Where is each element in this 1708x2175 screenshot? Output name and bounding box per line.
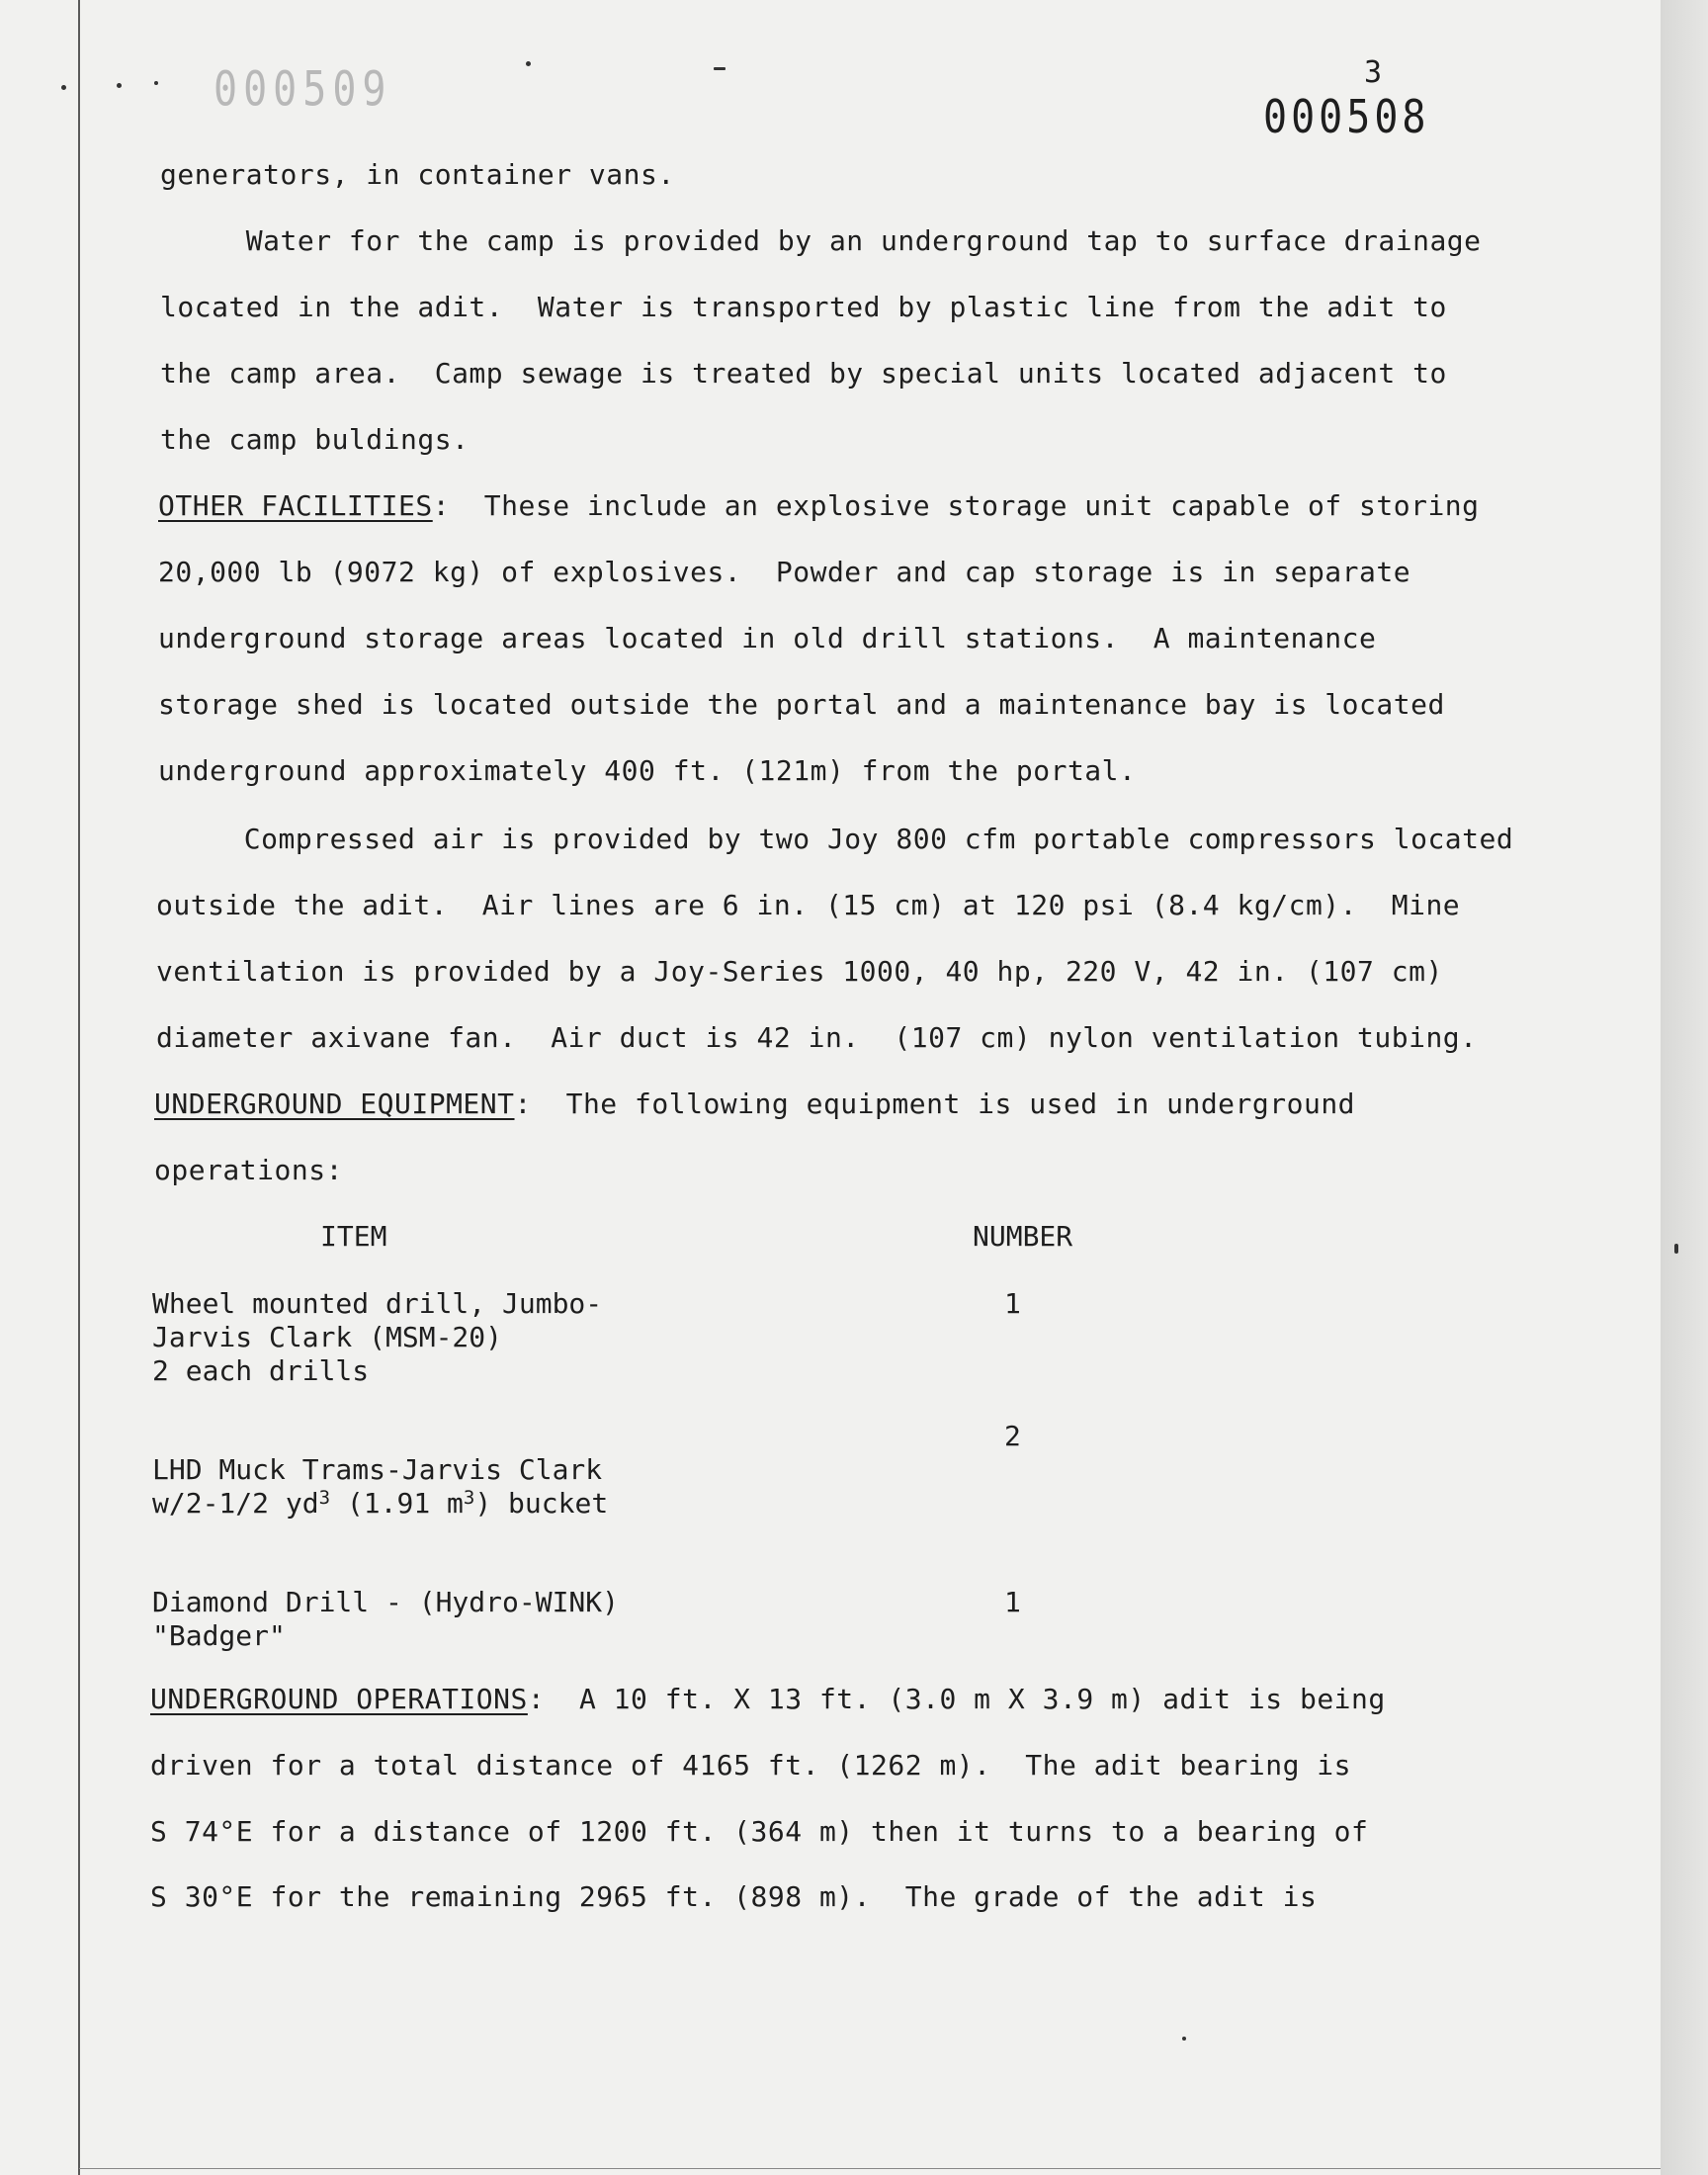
equipment-item <box>152 1586 619 1653</box>
paragraph-line: 20,000 lb (9072 kg) of explosives. Powder and cap storage is in separate <box>158 556 1411 588</box>
equipment-item-line: Jarvis Clark (MSM-20) <box>152 1321 503 1353</box>
paragraph-line: the camp buldings. <box>160 423 470 456</box>
section-heading-underground-equipment: UNDERGROUND EQUIPMENT <box>154 1088 515 1120</box>
underground-operations-line <box>150 1683 1386 1716</box>
equipment-item-line: Wheel mounted drill, Jumbo- <box>152 1287 603 1320</box>
equipment-item-line: 2 each drills <box>152 1354 370 1387</box>
equipment-item-line <box>152 1487 608 1521</box>
equipment-number: 1 <box>1004 1287 1021 1320</box>
paragraph-line: driven for a total distance of 4165 ft. (1262 m). The adit bearing is <box>150 1749 1352 1782</box>
paragraph-line: the camp area. Camp sewage is treated by special units located adjacent to <box>160 357 1447 390</box>
paragraph-line: located in the adit. Water is transported by plastic line from the adit to <box>160 291 1447 323</box>
underground-equipment-line <box>154 1088 1355 1121</box>
scan-speck <box>714 67 726 70</box>
equipment-number: 2 <box>1004 1420 1021 1452</box>
equipment-item-line: Diamond Drill - (Hydro-WINK) <box>152 1586 620 1618</box>
paragraph-text: : The following equipment is used in underground <box>514 1088 1356 1120</box>
scan-speck <box>1182 2037 1186 2041</box>
paragraph-line: generators, in container vans. <box>160 158 675 191</box>
paragraph-line: ventilation is provided by a Joy-Series 1000, 40 hp, 220 V, 42 in. (107 cm) <box>156 955 1443 988</box>
paragraph-line: S 74°E for a distance of 1200 ft. (364 m) then it turns to a bearing of <box>150 1815 1369 1848</box>
paragraph-line: underground storage areas located in old drill stations. A maintenance <box>158 622 1377 654</box>
paragraph-line: diameter axivane fan. Air duct is 42 in. (107 cm) nylon ventilation tubing. <box>156 1021 1478 1054</box>
faded-stamp-number: 000509 <box>214 62 392 118</box>
paragraph-line: underground approximately 400 ft. (121m) from the portal. <box>158 754 1137 787</box>
equipment-item-line: "Badger" <box>152 1619 286 1652</box>
paragraph-line: Water for the camp is provided by an underground tap to surface drainage <box>160 224 1482 257</box>
document-id-stamp: 000508 <box>1263 91 1430 144</box>
left-margin-rule <box>78 0 80 2175</box>
paragraph-text: : These include an explosive storage unit capable of storing <box>432 489 1480 522</box>
page-number: 3 <box>1364 55 1383 90</box>
item-text: ) bucket <box>474 1487 609 1520</box>
superscript: 3 <box>318 1487 331 1509</box>
section-heading-other-facilities: OTHER FACILITIES <box>158 489 433 522</box>
equipment-number: 1 <box>1004 1586 1021 1618</box>
paragraph-line: S 30°E for the remaining 2965 ft. (898 m). The grade of the adit is <box>150 1880 1318 1913</box>
paragraph-text: : A 10 ft. X 13 ft. (3.0 m X 3.9 m) adit is being <box>527 1683 1386 1715</box>
bottom-margin-rule <box>79 2168 1661 2169</box>
table-header-item: ITEM <box>320 1220 387 1253</box>
scan-speck <box>1674 1244 1678 1254</box>
item-text: w/2-1/2 yd <box>152 1487 319 1520</box>
equipment-item <box>152 1287 602 1388</box>
paragraph-line: operations: <box>154 1154 343 1186</box>
scan-speck <box>154 81 158 85</box>
section-heading-underground-operations: UNDERGROUND OPERATIONS <box>150 1683 528 1715</box>
right-page-edge <box>1661 0 1708 2175</box>
equipment-item <box>152 1453 608 1521</box>
table-header-number: NUMBER <box>973 1220 1073 1253</box>
paragraph-line: storage shed is located outside the portal and a maintenance bay is located <box>158 688 1445 721</box>
superscript: 3 <box>463 1487 475 1509</box>
other-facilities-line <box>158 489 1480 523</box>
scan-speck <box>526 61 531 66</box>
paragraph-line: outside the adit. Air lines are 6 in. (15 cm) at 120 psi (8.4 kg/cm). Mine <box>156 889 1461 921</box>
equipment-item-line: LHD Muck Trams-Jarvis Clark <box>152 1453 603 1486</box>
scan-speck <box>61 85 66 90</box>
item-text: (1.91 m <box>330 1487 464 1520</box>
scan-speck <box>117 83 122 88</box>
paragraph-line: Compressed air is provided by two Joy 800 cfm portable compressors located <box>158 823 1514 855</box>
